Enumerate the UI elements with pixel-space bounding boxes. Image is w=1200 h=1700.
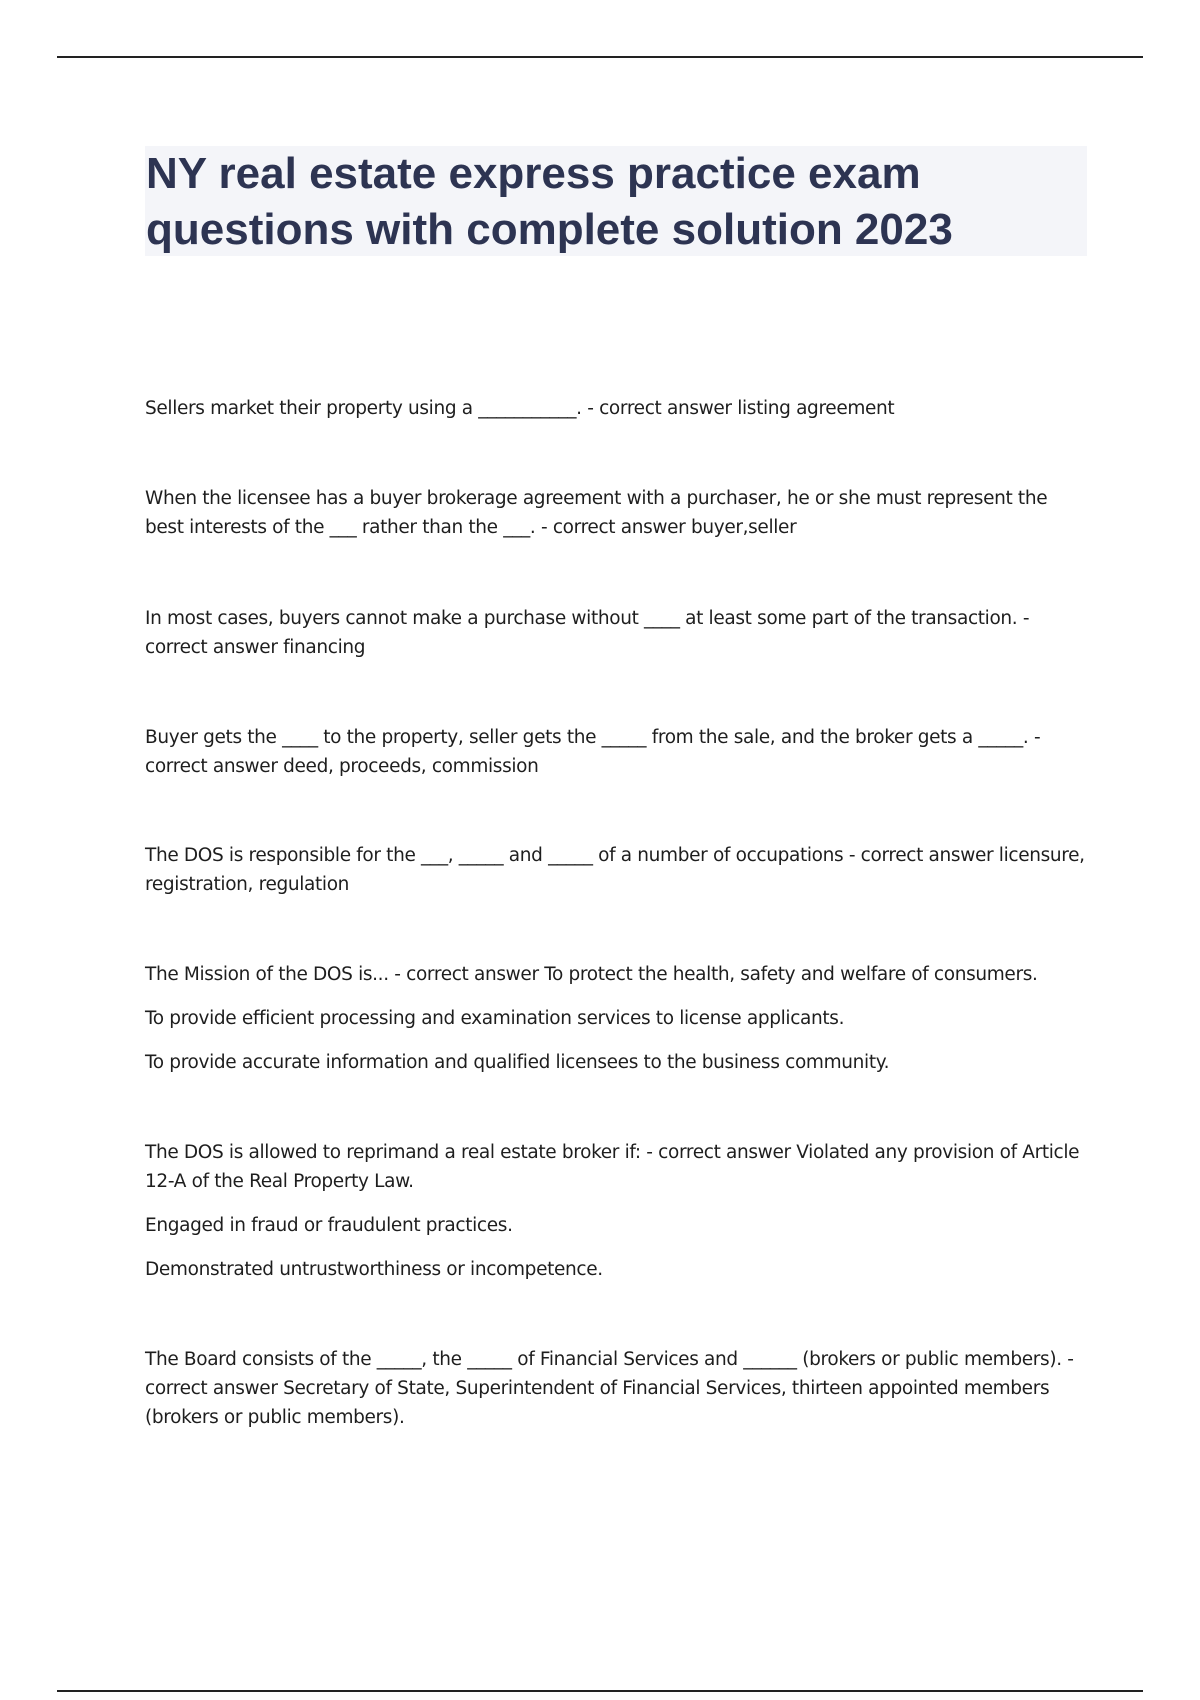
qa-text-continued: To provide efficient processing and examination services to license applicants. bbox=[145, 1008, 845, 1029]
qa-item bbox=[145, 960, 1090, 1077]
qa-text: The DOS is allowed to reprimand a real estate broker if: - correct answer Violated any provision of Article 12-A of the Real Property Law. bbox=[145, 1142, 1080, 1192]
document-title: NY real estate express practice exam questions with complete solution 2023 bbox=[146, 149, 953, 254]
qa-text-continued: To provide accurate information and qualified licensees to the business community. bbox=[145, 1052, 890, 1073]
qa-text: The DOS is responsible for the ___, _____ and _____ of a number of occupations - correct answer licensure, registration, regulation bbox=[145, 845, 1085, 895]
qa-item bbox=[145, 1138, 1090, 1284]
qa-text: The Mission of the DOS is... - correct answer To protect the health, safety and welfare of consumers. bbox=[145, 964, 1038, 985]
qa-text: When the licensee has a buyer brokerage agreement with a purchaser, he or she must represent the best interests of the ___ rather than the ___. - correct answer buyer,seller bbox=[145, 488, 1048, 538]
qa-text: Sellers market their property using a ___________. - correct answer listing agreement bbox=[145, 398, 895, 419]
qa-text-continued: Demonstrated untrustworthiness or incompetence. bbox=[145, 1259, 603, 1280]
qa-item bbox=[145, 1345, 1090, 1432]
document-body bbox=[145, 394, 1090, 1432]
qa-item bbox=[145, 723, 1090, 781]
qa-text: The Board consists of the _____, the _____ of Financial Services and ______ (brokers or public members). - correct answer Secretary of State, Superintendent of Financial Services, thirteen appointed members (brokers or public members). bbox=[145, 1349, 1074, 1428]
qa-item bbox=[145, 394, 1090, 423]
qa-item bbox=[145, 841, 1090, 899]
bottom-divider bbox=[57, 1690, 1143, 1692]
qa-text: Buyer gets the ____ to the property, seller gets the _____ from the sale, and the broker gets a _____. - correct answer deed, proceeds, commission bbox=[145, 727, 1041, 777]
qa-text-continued: Engaged in fraud or fraudulent practices. bbox=[145, 1215, 513, 1236]
qa-item bbox=[145, 484, 1090, 542]
qa-item bbox=[145, 604, 1090, 662]
top-divider bbox=[57, 56, 1143, 58]
qa-text: In most cases, buyers cannot make a purchase without ____ at least some part of the transaction. - correct answer financing bbox=[145, 608, 1030, 658]
